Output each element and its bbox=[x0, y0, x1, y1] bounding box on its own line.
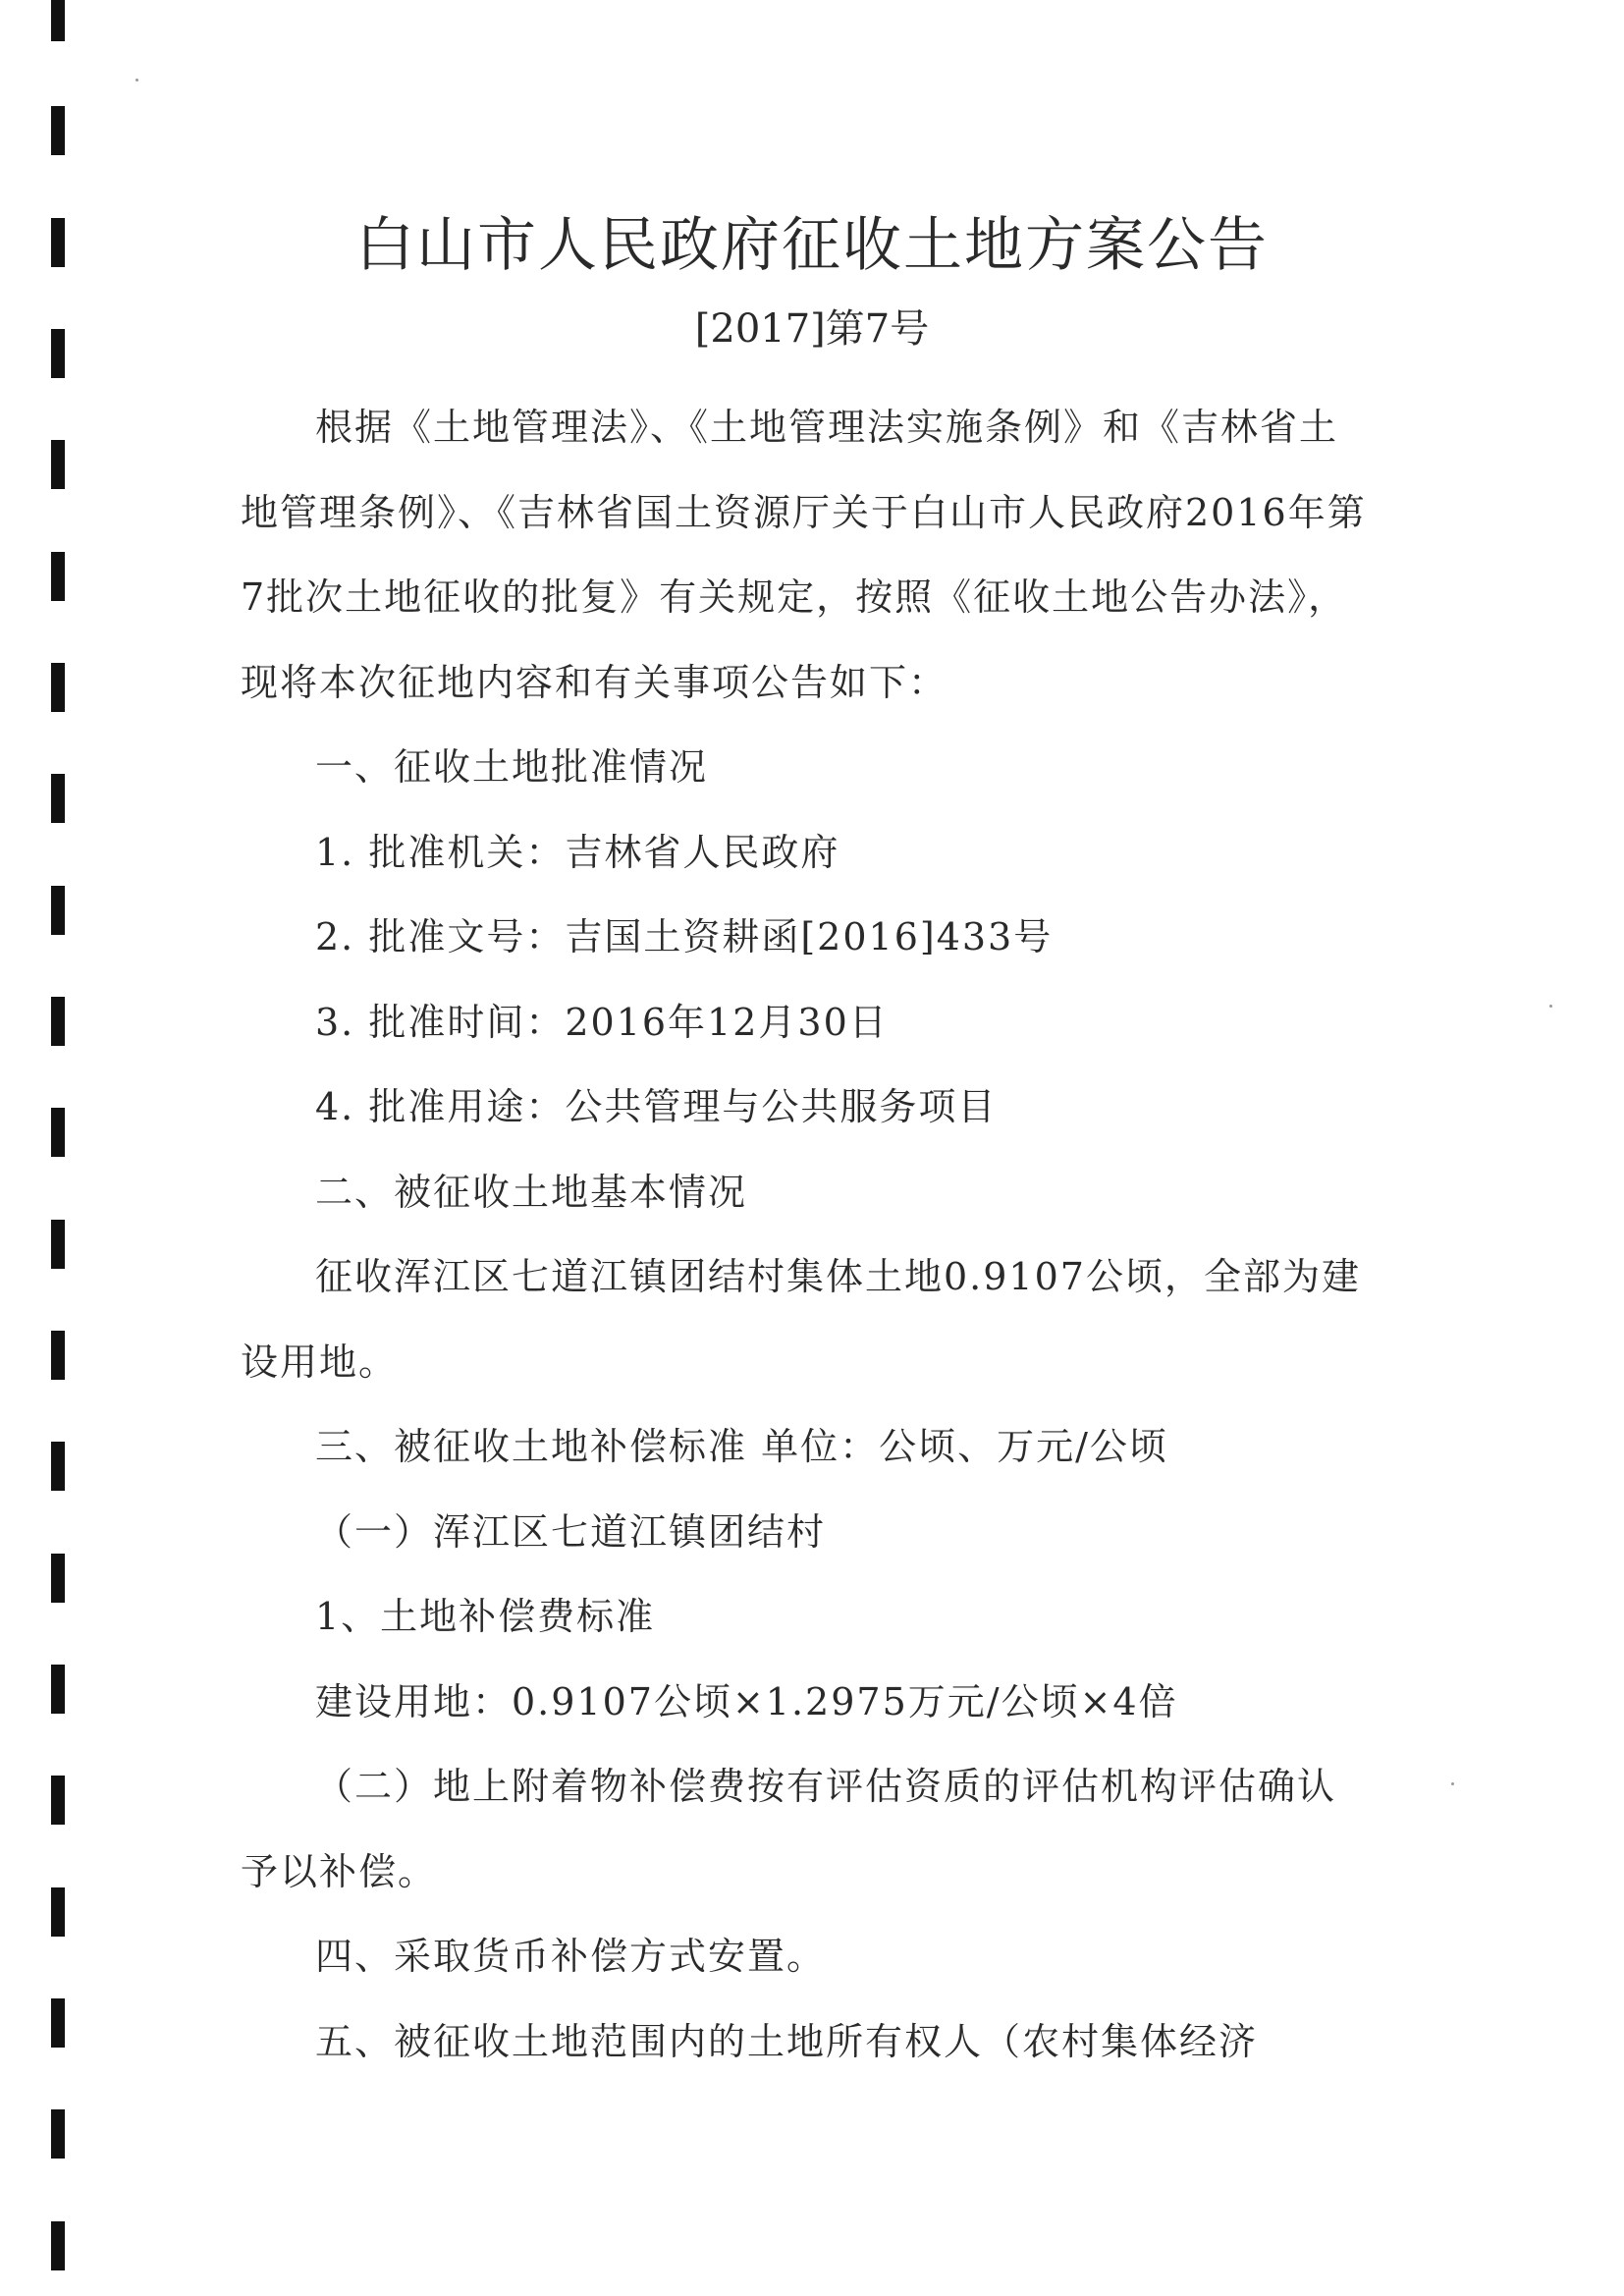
binding-mark bbox=[51, 1998, 65, 2048]
binding-mark bbox=[51, 1887, 65, 1937]
list-item: 1. 批准机关：吉林省人民政府 bbox=[315, 830, 840, 874]
section-heading: 二、被征收土地基本情况 bbox=[315, 1170, 748, 1214]
scan-speck bbox=[135, 79, 138, 82]
binding-mark bbox=[51, 886, 65, 935]
list-item: 3. 批准时间：2016年12月30日 bbox=[315, 1000, 889, 1044]
section-heading: 四、采取货币补偿方式安置。 bbox=[315, 1935, 827, 1978]
binding-mark bbox=[51, 1665, 65, 1714]
binding-mark bbox=[51, 2109, 65, 2159]
section-heading: 三、被征收土地补偿标准 单位：公顷、万元/公顷 bbox=[315, 1425, 1168, 1468]
paragraph: （二）地上附着物补偿费按有评估资质的评估机构评估确认予以补偿。 bbox=[241, 1765, 1337, 1893]
binding-mark bbox=[51, 774, 65, 823]
binding-mark bbox=[51, 106, 65, 155]
list-item: 4. 批准用途：公共管理与公共服务项目 bbox=[315, 1085, 998, 1128]
document-body bbox=[241, 385, 1370, 2084]
binding-mark bbox=[51, 663, 65, 712]
subsection-heading: （一）浑江区七道江镇团结村 bbox=[315, 1509, 827, 1554]
binding-mark bbox=[51, 1331, 65, 1380]
binding-mark bbox=[51, 1442, 65, 1491]
list-item: 2. 批准文号：吉国土资耕函[2016]433号 bbox=[315, 915, 1054, 958]
paragraph: 征收浑江区七道江镇团结村集体土地0.9107公顷，全部为建设用地。 bbox=[241, 1255, 1361, 1384]
section-heading: 五、被征收土地范围内的土地所有权人（农村集体经济 bbox=[315, 2019, 1259, 2063]
binding-mark bbox=[51, 440, 65, 489]
section-heading: 一、征收土地批准情况 bbox=[315, 745, 709, 789]
binding-mark bbox=[51, 1220, 65, 1269]
binding-mark bbox=[51, 1108, 65, 1157]
scan-speck bbox=[1451, 1782, 1454, 1785]
document-number: [2017]第7号 bbox=[694, 306, 930, 352]
document-title: 白山市人民政府征收土地方案公告 bbox=[355, 211, 1269, 280]
scan-speck bbox=[1549, 1005, 1552, 1008]
binding-mark bbox=[51, 1554, 65, 1603]
paragraph: 根据《土地管理法》、《土地管理法实施条例》和《吉林省土地管理条例》、《吉林省国土资源厅关于白山市人民政府2016年第7批次土地征收的批复》有关规定，按照《征收土地公告办法》，现将本次征地内容和有关事项公告如下： bbox=[241, 406, 1367, 704]
binding-mark bbox=[51, 2221, 65, 2270]
binding-mark bbox=[51, 552, 65, 601]
binding-mark bbox=[51, 1776, 65, 1825]
list-item: 1、土地补偿费标准 bbox=[315, 1595, 656, 1638]
binding-mark bbox=[51, 997, 65, 1046]
paragraph: 建设用地：0.9107公顷×1.2975万元/公顷×4倍 bbox=[315, 1679, 1178, 1723]
binding-mark bbox=[51, 0, 65, 41]
